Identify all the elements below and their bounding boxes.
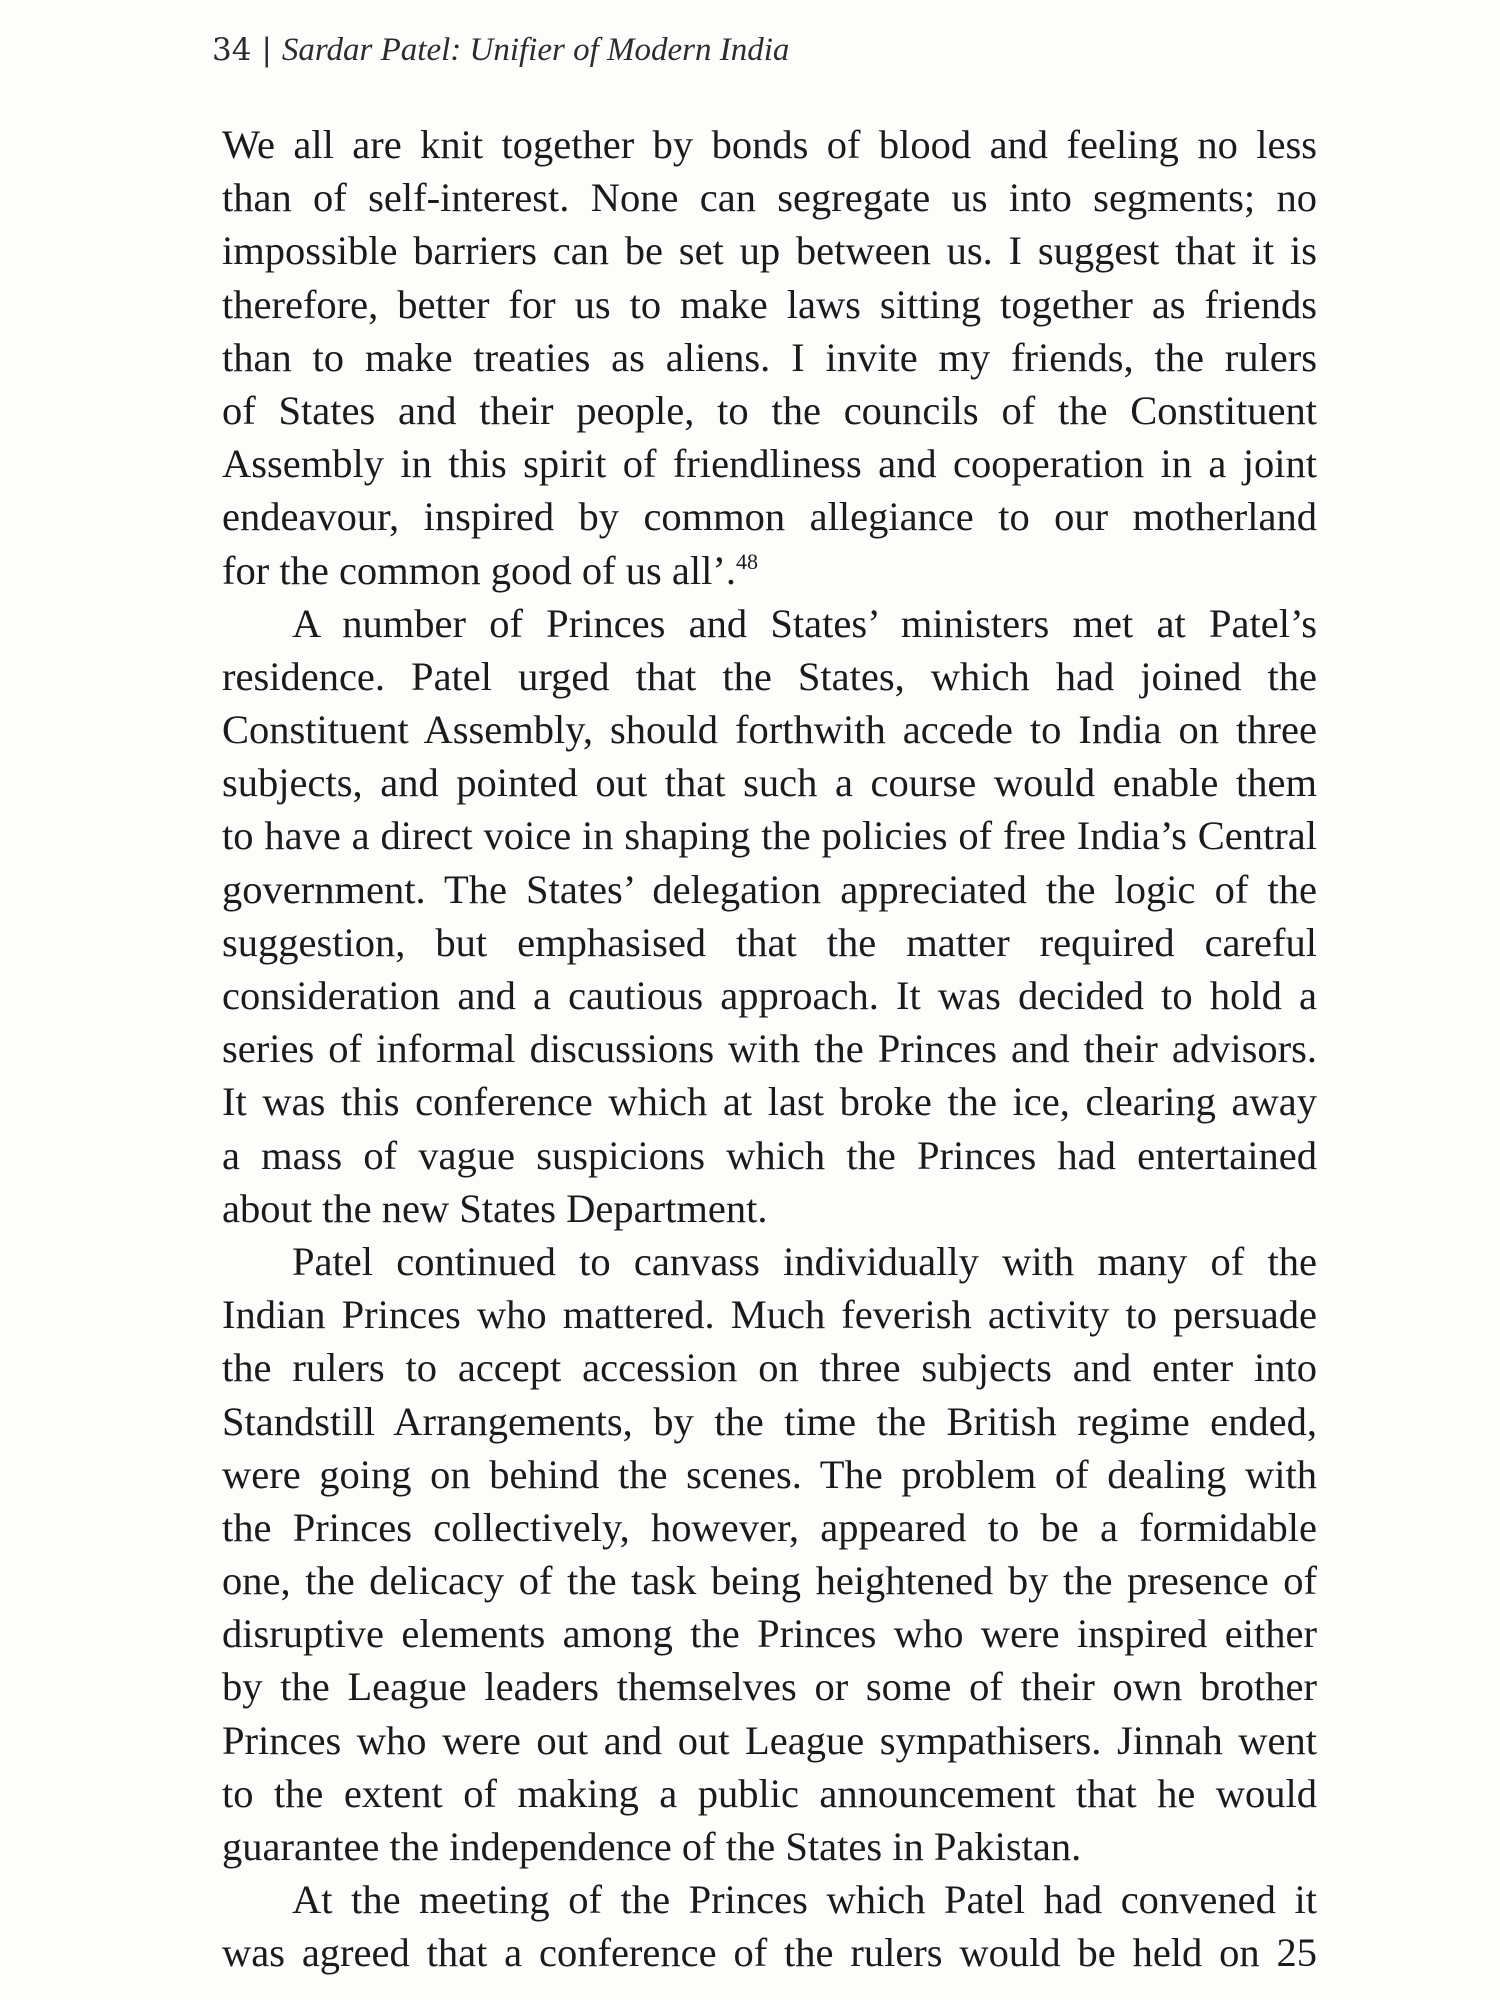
text-line: disruptive elements among the Princes who were inspired either [222, 1611, 1317, 1657]
text-line: the Princes collectively, however, appeared to be a formidable [222, 1504, 1317, 1550]
text-line: Princes who were out and out League sympathisers. Jinnah went [222, 1717, 1317, 1763]
text-line: than of self-interest. None can segregate us into segments; no [222, 175, 1317, 221]
text-line: a mass of vague suspicions which the Princes had entertained [222, 1132, 1317, 1178]
footnote-reference: 48 [736, 548, 759, 574]
paragraph-princes-meeting [222, 597, 1317, 1235]
text-line: Patel continued to canvass individually with many of the [292, 1238, 1317, 1284]
text-line: Assembly in this spirit of friendliness and cooperation in a joint [222, 441, 1317, 487]
text-line: endeavour, inspired by common allegiance to our motherland [222, 494, 1317, 540]
text-line: government. The States’ delegation appreciated the logic of the [222, 866, 1317, 912]
text-line: was agreed that a conference of the rulers would be held on 25 [222, 1930, 1317, 1976]
text-line: were going on behind the scenes. The problem of dealing with [222, 1451, 1317, 1497]
text-line: Constituent Assembly, should forthwith accede to India on three [222, 707, 1317, 753]
running-head [212, 32, 789, 69]
page-number: 34 [212, 32, 252, 68]
text-line: Standstill Arrangements, by the time the British regime ended, [222, 1398, 1317, 1444]
text-line: one, the delicacy of the task being heightened by the presence of [222, 1558, 1317, 1604]
text-line-with-footnote [222, 544, 1317, 597]
book-title: Sardar Patel: Unifier of Modern India [281, 32, 790, 68]
text-line: We all are knit together by bonds of blood and feeling no less [222, 122, 1317, 167]
text-line: by the League leaders themselves or some of their own brother [222, 1664, 1317, 1710]
paragraph-conference [222, 1873, 1317, 1979]
text-line: series of informal discussions with the Princes and their advisors. [222, 1026, 1317, 1072]
text-line: It was this conference which at last broke the ice, clearing away [222, 1079, 1317, 1125]
text-line: therefore, better for us to make laws sitting together as friends [222, 281, 1317, 327]
text-line: the rulers to accept accession on three subjects and enter into [222, 1345, 1317, 1391]
text-line: about the new States Department. [222, 1185, 768, 1231]
text-line: suggestion, but emphasised that the matter required careful [222, 919, 1317, 965]
text-line: subjects, and pointed out that such a course would enable them [222, 760, 1317, 806]
paragraph-quote [222, 118, 1317, 597]
text-line: for the common good of us all’. [222, 547, 737, 593]
body-text [222, 118, 1317, 1980]
text-line: guarantee the independence of the States in Pakistan. [222, 1824, 1082, 1869]
header-separator: | [261, 32, 272, 68]
text-line: of States and their people, to the councils of the Constituent [222, 387, 1317, 433]
text-line: At the meeting of the Princes which Patel had convened it [292, 1877, 1317, 1923]
paragraph-canvassing [222, 1235, 1317, 1873]
text-line: to the extent of making a public announcement that he would [222, 1770, 1317, 1816]
text-line: impossible barriers can be set up between us. I suggest that it is [222, 228, 1317, 274]
text-line: than to make treaties as aliens. I invite my friends, the rulers [222, 334, 1317, 380]
text-line: Indian Princes who mattered. Much feverish activity to persuade [222, 1292, 1317, 1338]
text-line: to have a direct voice in shaping the policies of free India’s Central [222, 813, 1317, 859]
text-line: residence. Patel urged that the States, which had joined the [222, 653, 1317, 699]
text-line: A number of Princes and States’ ministers met at Patel’s [292, 600, 1317, 646]
text-line: consideration and a cautious approach. It was decided to hold a [222, 973, 1317, 1018]
